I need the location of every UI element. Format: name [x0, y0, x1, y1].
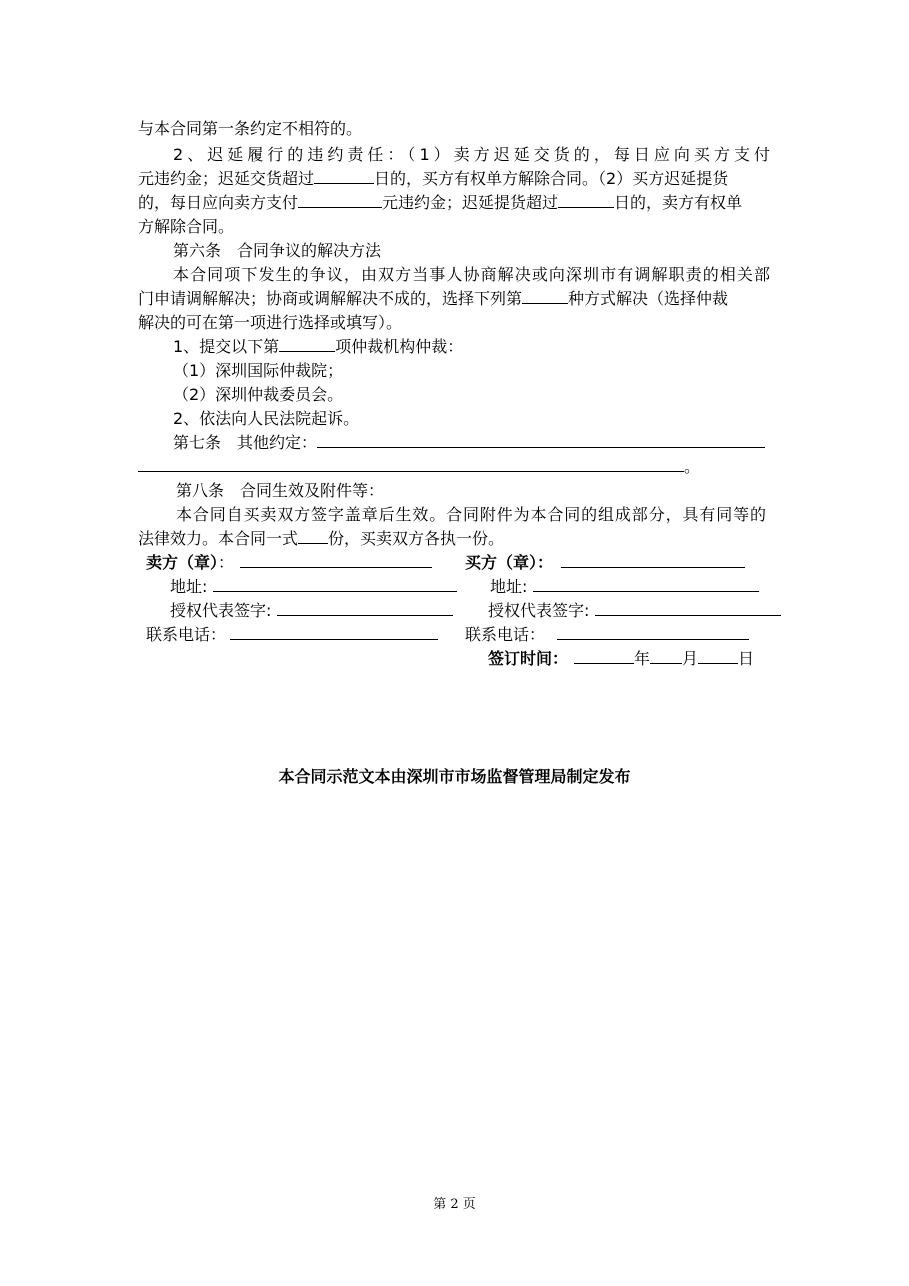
article-8-para-line-1: 本合同自买卖双方签字盖章后生效。合同附件为本合同的组成部分，具有同等的 — [176, 505, 766, 524]
arbitration-option-1: （1）深圳国际仲裁院； — [173, 361, 344, 380]
overdue-pickup-days-blank[interactable] — [558, 193, 614, 208]
article-6-para-line-2: 门申请调解解决；协商或调解解决不成的，选择下列第 种方式解决（选择仲裁 — [138, 289, 729, 308]
article-7-title: 第七条 其他约定： — [173, 432, 765, 454]
page-number: 第 2 页 — [433, 1197, 476, 1212]
seller-address-blank[interactable] — [213, 577, 457, 592]
seller-rep-sign-blank[interactable] — [277, 601, 453, 616]
copies-count-blank[interactable] — [298, 529, 328, 544]
delay-liability-line-1: 2、迟延履行的违约责任：（1）卖方迟延交货的，每日应向买方支付 — [173, 145, 770, 164]
sign-month-blank[interactable] — [650, 649, 682, 664]
delay-liability-line-2: 元违约金；迟延交货超过 日的，买方有权单方解除合同。（2）买方迟延提货 — [138, 169, 729, 188]
other-terms-blank-1[interactable] — [317, 433, 765, 448]
arbitration-institution-blank[interactable] — [279, 337, 335, 352]
buyer-seal-blank[interactable] — [561, 553, 745, 568]
seller-address: 地址: — [170, 576, 457, 598]
signing-date: 签订时间： 年 月 日 — [488, 649, 755, 668]
daily-penalty-blank[interactable] — [298, 193, 382, 208]
overdue-delivery-days-blank[interactable] — [314, 169, 374, 184]
article-8-para-line-2: 法律效力。本合同一式 份，买卖双方各执一份。 — [138, 529, 505, 548]
other-terms-blank-2[interactable] — [138, 457, 684, 472]
buyer-address: 地址: — [490, 576, 759, 598]
buyer-address-blank[interactable] — [533, 577, 759, 592]
article-6-para-line-3: 解决的可在第一项进行选择或填写）。 — [138, 313, 403, 332]
arbitration-option-2: （2）深圳仲裁委员会。 — [173, 385, 344, 404]
seller-seal: 卖方（章）： — [146, 552, 432, 574]
buyer-phone-blank[interactable] — [557, 625, 749, 640]
sign-day-blank[interactable] — [698, 649, 738, 664]
seller-phone: 联系电话： — [146, 624, 438, 646]
seller-rep-sign: 授权代表签字: — [170, 600, 453, 622]
article-8-title: 第八条 合同生效及附件等： — [176, 481, 385, 500]
buyer-rep-sign: 授权代表签字: — [488, 600, 781, 622]
sign-year-blank[interactable] — [574, 649, 634, 664]
buyer-seal: 买方（章）： — [465, 552, 745, 574]
buyer-rep-sign-blank[interactable] — [595, 601, 781, 616]
seller-seal-blank[interactable] — [240, 553, 432, 568]
clause-continuation: 与本合同第一条约定不相符的。 — [138, 119, 363, 138]
option-2: 2、依法向人民法院起诉。 — [173, 409, 360, 428]
delay-liability-line-3: 的，每日应向卖方支付 元违约金；迟延提货超过 日的，卖方有权单 — [138, 193, 743, 212]
article-6-title: 第六条 合同争议的解决方法 — [173, 241, 382, 260]
dispute-method-blank[interactable] — [522, 289, 568, 304]
issuer-statement: 本合同示范文本由深圳市市场监督管理局制定发布 — [278, 767, 631, 786]
article-6-para-line-1: 本合同项下发生的争议，由双方当事人协商解决或向深圳市有调解职责的相关部 — [173, 265, 770, 284]
article-7-line-2: 。 — [138, 456, 700, 478]
delay-liability-line-4: 方解除合同。 — [138, 217, 235, 236]
buyer-phone: 联系电话： — [465, 624, 749, 646]
seller-phone-blank[interactable] — [230, 625, 438, 640]
option-1: 1、提交以下第 项仲裁机构仲裁： — [173, 337, 464, 356]
